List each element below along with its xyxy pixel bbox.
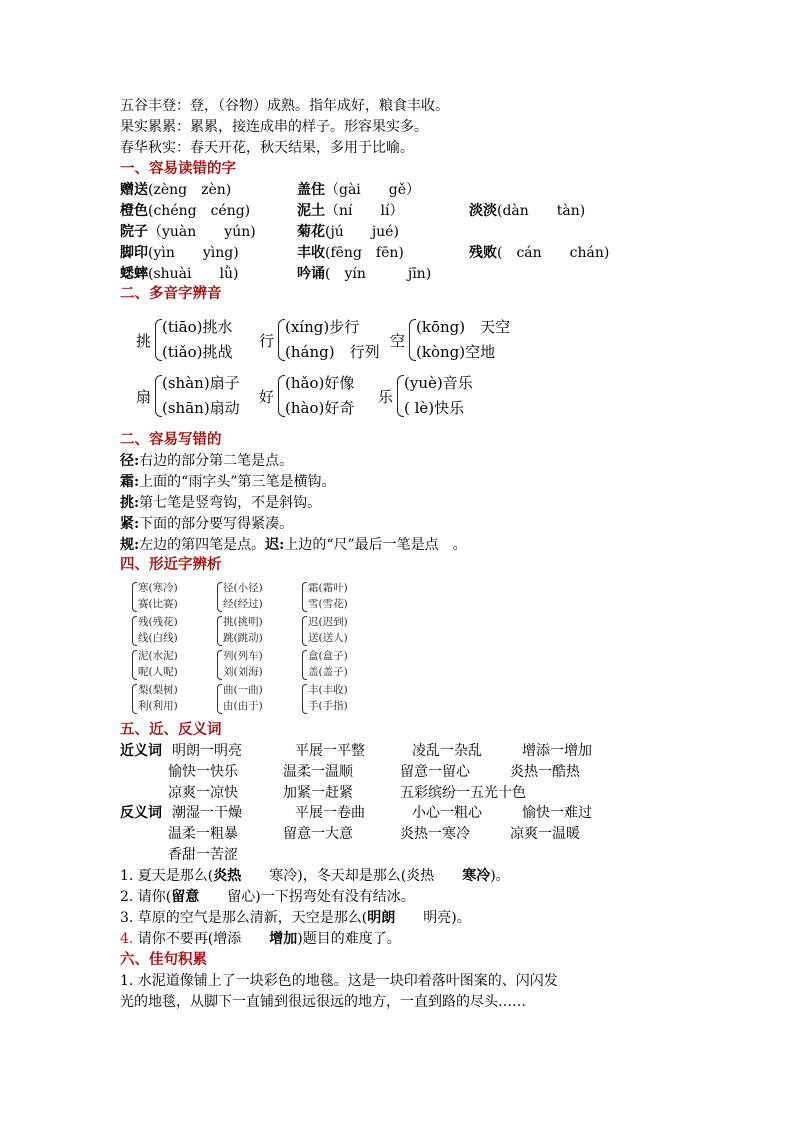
stroke-note-key: 挑: xyxy=(120,495,140,511)
syn-pair: 增添一增加 xyxy=(522,743,592,759)
misread-entry xyxy=(120,180,231,200)
misread-word: 残败 xyxy=(469,245,497,261)
q1-part-e: )。 xyxy=(490,868,510,884)
misread-entry xyxy=(120,222,256,242)
similar-char-1: 寒(寒冷) xyxy=(138,582,178,594)
similar-char-1: 梨(梨树) xyxy=(138,684,178,696)
similar-char-pair xyxy=(302,682,366,716)
misread-word: 脚印 xyxy=(120,245,148,261)
similar-char-pair xyxy=(217,580,281,614)
polyphone-reading-1: (tiāo)挑水 xyxy=(162,318,233,336)
similar-char-2: 呢(人呢) xyxy=(138,666,178,678)
polyphone-char: 乐 xyxy=(378,388,394,406)
section-6-title: 六、佳句积累 xyxy=(120,951,207,968)
section-4-title: 四、形近字辨析 xyxy=(120,556,222,573)
misread-word: 菊花 xyxy=(297,224,325,240)
q1-answer-1: 炎热 xyxy=(213,868,242,884)
q1-answer-2: 寒冷 xyxy=(462,868,491,884)
misread-entry xyxy=(469,201,585,221)
q4-part-a: 请你不要再(增添 xyxy=(133,931,270,947)
similar-char-1: 曲(一曲) xyxy=(223,684,263,696)
polyphone-reading-2: (hào)好奇 xyxy=(285,399,355,417)
similar-char-pair xyxy=(217,682,281,716)
polyphone-char: 挑 xyxy=(136,332,152,350)
misread-word: 橙色 xyxy=(120,203,148,219)
misread-pinyin: ( cán chán) xyxy=(497,245,610,261)
similar-char-1: 盒(盒子) xyxy=(308,650,348,662)
misread-pinyin: (yìn yìng) xyxy=(148,245,239,261)
stroke-note-key: 霜: xyxy=(120,474,140,490)
misread-word: 淡淡 xyxy=(469,203,497,219)
misread-word: 院子 xyxy=(120,224,148,240)
brace-icon xyxy=(302,650,307,680)
misread-entry xyxy=(297,222,399,242)
intro-line-2: 果实累累：累累，接连成串的样子。形容果实多。 xyxy=(120,119,428,135)
similar-char-1: 泥(水泥) xyxy=(138,650,178,662)
stroke-note xyxy=(120,451,293,471)
q2-part-a: 2. 请你( xyxy=(120,889,172,905)
misread-pinyin: ( yín jīn) xyxy=(325,266,432,282)
intro-line-3: 春华秋实：春天开花，秋天结果，多用于比喻。 xyxy=(120,140,414,156)
stroke-note-text: 下面的部分要写得紧凑。 xyxy=(139,516,294,532)
similar-char-2: 线(白线) xyxy=(138,632,178,644)
polyphone-group xyxy=(259,372,389,422)
syn-pair: 平展一平整 xyxy=(295,743,365,759)
similar-char-1: 径(小径) xyxy=(223,582,263,594)
similar-char-2: 赛(比赛) xyxy=(138,598,178,610)
brace-icon xyxy=(132,582,137,612)
stroke-note-text: 上面的“雨字头”第三笔是横钩。 xyxy=(139,474,336,490)
similar-char-1: 丰(丰收) xyxy=(308,684,348,696)
similar-char-pair xyxy=(217,614,281,648)
brace-icon xyxy=(302,684,307,714)
misread-pinyin: (shuài lǜ) xyxy=(148,266,239,282)
brace-icon xyxy=(397,375,404,417)
section-2-title: 二、多音字辨音 xyxy=(120,285,222,302)
similar-char-pair xyxy=(132,580,196,614)
misread-entry xyxy=(120,264,238,284)
polyphone-char: 行 xyxy=(259,332,275,350)
similar-char-pair xyxy=(132,614,196,648)
polyphone-group xyxy=(378,372,508,422)
polyphone-reading-1: (shàn)扇子 xyxy=(162,374,240,392)
misread-pinyin: （gài gě） xyxy=(325,182,421,198)
polyphone-reading-2: (shān)扇动 xyxy=(162,399,240,417)
q4-part-c: )题目的难度了。 xyxy=(297,931,401,947)
polyphone-char: 空 xyxy=(390,332,406,350)
misread-pinyin: (zèng zèn) xyxy=(148,182,232,198)
sec3-last-text-2: 上边的“尺”最后一笔是点 。 xyxy=(284,537,467,553)
syn-pair: 炎热一酷热 xyxy=(510,764,580,780)
section-3-title: 二、容易写错的 xyxy=(120,431,222,448)
stroke-note xyxy=(120,493,321,513)
similar-char-2: 经(经过) xyxy=(223,598,263,610)
polyphone-group xyxy=(136,316,266,366)
similar-char-pair xyxy=(217,648,281,682)
misread-word: 丰收 xyxy=(297,245,325,261)
brace-icon xyxy=(155,375,162,417)
misread-pinyin: (fēng fēn) xyxy=(325,245,404,261)
similar-char-1: 列(列车) xyxy=(223,650,263,662)
section-5-title: 五、近、反义词 xyxy=(120,721,222,738)
similar-char-pair xyxy=(132,648,196,682)
syn-pair: 愉快一快乐 xyxy=(168,764,238,780)
q3-part-c: 明亮)。 xyxy=(395,910,471,926)
misread-pinyin: （ní lí） xyxy=(325,203,404,219)
stroke-note-key: 径: xyxy=(120,453,140,469)
misread-entry xyxy=(120,201,250,221)
similar-char-1: 迟(迟到) xyxy=(308,616,348,628)
similar-char-pair xyxy=(132,682,196,716)
brace-icon xyxy=(155,319,162,361)
ant-label: 反义词 xyxy=(120,805,162,821)
syn-pair: 留意一留心 xyxy=(400,764,470,780)
polyphone-reading-1: (kōng) 天空 xyxy=(416,318,511,336)
sentence-line-2: 光的地毯，从脚下一直铺到很远很远的地方，一直到路的尽头…… xyxy=(120,994,526,1010)
polyphone-reading-2: (tiǎo)挑战 xyxy=(162,343,233,361)
q2-part-c: 留心)一下拐弯处有没有结冰。 xyxy=(199,889,415,905)
syn-label: 近义词 xyxy=(120,743,162,759)
q3-answer: 明朗 xyxy=(367,910,396,926)
ant-pair: 炎热一寒冷 xyxy=(400,826,470,842)
misread-entry xyxy=(297,201,403,221)
similar-char-2: 手(手指) xyxy=(308,700,348,712)
ant-pair: 香甜一苦涩 xyxy=(168,847,238,863)
brace-icon xyxy=(132,650,137,680)
polyphone-group xyxy=(136,372,266,422)
ant-pair: 潮湿一干燥 xyxy=(172,805,242,821)
brace-icon xyxy=(409,319,416,361)
stroke-note-text: 右边的部分第二笔是点。 xyxy=(139,453,294,469)
q1-part-c: 寒冷)，冬天却是那么(炎热 xyxy=(241,868,463,884)
polyphone-char: 扇 xyxy=(136,388,152,406)
ant-pair: 平展一卷曲 xyxy=(295,805,365,821)
similar-char-pair xyxy=(302,614,366,648)
similar-char-2: 雪(雪花) xyxy=(308,598,348,610)
similar-char-2: 送(送人) xyxy=(308,632,348,644)
similar-char-1: 霜(霜叶) xyxy=(308,582,348,594)
sec3-last-line xyxy=(120,535,467,555)
syn-pair: 加紧一赶紧 xyxy=(283,785,353,801)
misread-word: 赠送 xyxy=(120,182,148,198)
stroke-note xyxy=(120,514,293,534)
similar-char-pair xyxy=(302,580,366,614)
ant-pair: 留意一大意 xyxy=(283,826,353,842)
similar-char-1: 残(残花) xyxy=(138,616,178,628)
syn-pair: 凉爽一凉快 xyxy=(168,785,238,801)
q4-answer: 增加 xyxy=(269,931,298,947)
polyphone-reading-2: ( lè)快乐 xyxy=(404,399,465,417)
similar-char-1: 挑(挑明) xyxy=(223,616,263,628)
sentence-line-1: 1. 水泥道像铺上了一块彩色的地毯。这是一块印着落叶图案的、闪闪发 xyxy=(120,973,558,989)
misread-entry xyxy=(297,243,404,263)
polyphone-reading-2: (kòng)空地 xyxy=(416,343,496,361)
brace-icon xyxy=(302,616,307,646)
similar-char-2: 利(利用) xyxy=(138,700,178,712)
brace-icon xyxy=(278,319,285,361)
polyphone-reading-1: (hǎo)好像 xyxy=(285,374,355,392)
question-4 xyxy=(120,929,401,949)
brace-icon xyxy=(217,650,222,680)
syn-pair: 明朗一明亮 xyxy=(172,743,242,759)
polyphone-reading-1: (yuè)音乐 xyxy=(404,374,473,392)
misread-word: 蟋蟀 xyxy=(120,266,148,282)
question-2 xyxy=(120,887,415,907)
misread-entry xyxy=(297,180,420,200)
similar-char-pair xyxy=(302,648,366,682)
brace-icon xyxy=(278,375,285,417)
misread-word: 泥土 xyxy=(297,203,325,219)
misread-entry xyxy=(297,264,431,284)
misread-entry xyxy=(120,243,239,263)
intro-line-1: 五谷丰登：登，（谷物）成熟。指年成好，粮食丰收。 xyxy=(120,98,449,114)
misread-word: 吟诵 xyxy=(297,266,325,282)
misread-pinyin: (chéng céng) xyxy=(148,203,251,219)
brace-icon xyxy=(132,684,137,714)
misread-pinyin: （yuàn yún) xyxy=(148,224,256,240)
q3-part-a: 3. 草原的空气是那么清新，天空是那么( xyxy=(120,910,368,926)
syn-pair: 五彩缤纷一五光十色 xyxy=(400,785,526,801)
polyphone-char: 好 xyxy=(259,388,275,406)
question-1 xyxy=(120,866,510,886)
brace-icon xyxy=(302,582,307,612)
q4-number: 4. xyxy=(120,931,134,947)
syn-pair: 凌乱一杂乱 xyxy=(412,743,482,759)
polyphone-group xyxy=(390,316,520,366)
sec3-last-key-1: 规: xyxy=(120,537,140,553)
similar-char-2: 由(由于) xyxy=(223,700,263,712)
section-1-title: 一、容易读错的字 xyxy=(120,160,236,177)
similar-char-2: 盖(盖子) xyxy=(308,666,348,678)
ant-pair: 凉爽一温暖 xyxy=(510,826,580,842)
q2-answer: 留意 xyxy=(171,889,200,905)
brace-icon xyxy=(217,616,222,646)
similar-char-2: 跳(跳动) xyxy=(223,632,263,644)
q1-part-a: 1. 夏天是那么( xyxy=(120,868,214,884)
stroke-note-key: 紧: xyxy=(120,516,140,532)
question-3 xyxy=(120,908,471,928)
polyphone-reading-1: (xíng)步行 xyxy=(285,318,360,336)
similar-char-2: 刘(刘海) xyxy=(223,666,263,678)
polyphone-reading-2: (háng) 行列 xyxy=(285,343,380,361)
stroke-note-text: 第七笔是竖弯钩，不是斜钩。 xyxy=(139,495,322,511)
sec3-last-key-2: 迟: xyxy=(265,537,285,553)
brace-icon xyxy=(217,684,222,714)
misread-pinyin: (jú jué) xyxy=(325,224,399,240)
polyphone-group xyxy=(259,316,389,366)
stroke-note xyxy=(120,472,336,492)
brace-icon xyxy=(132,616,137,646)
sec3-last-text-1: 左边的第四笔是点。 xyxy=(139,537,266,553)
misread-word: 盖住 xyxy=(297,182,325,198)
ant-pair: 小心一粗心 xyxy=(412,805,482,821)
misread-pinyin: (dàn tàn) xyxy=(497,203,586,219)
brace-icon xyxy=(217,582,222,612)
ant-pair: 温柔一粗暴 xyxy=(168,826,238,842)
misread-entry xyxy=(469,243,609,263)
syn-pair: 温柔一温顺 xyxy=(283,764,353,780)
ant-pair: 愉快一难过 xyxy=(522,805,592,821)
